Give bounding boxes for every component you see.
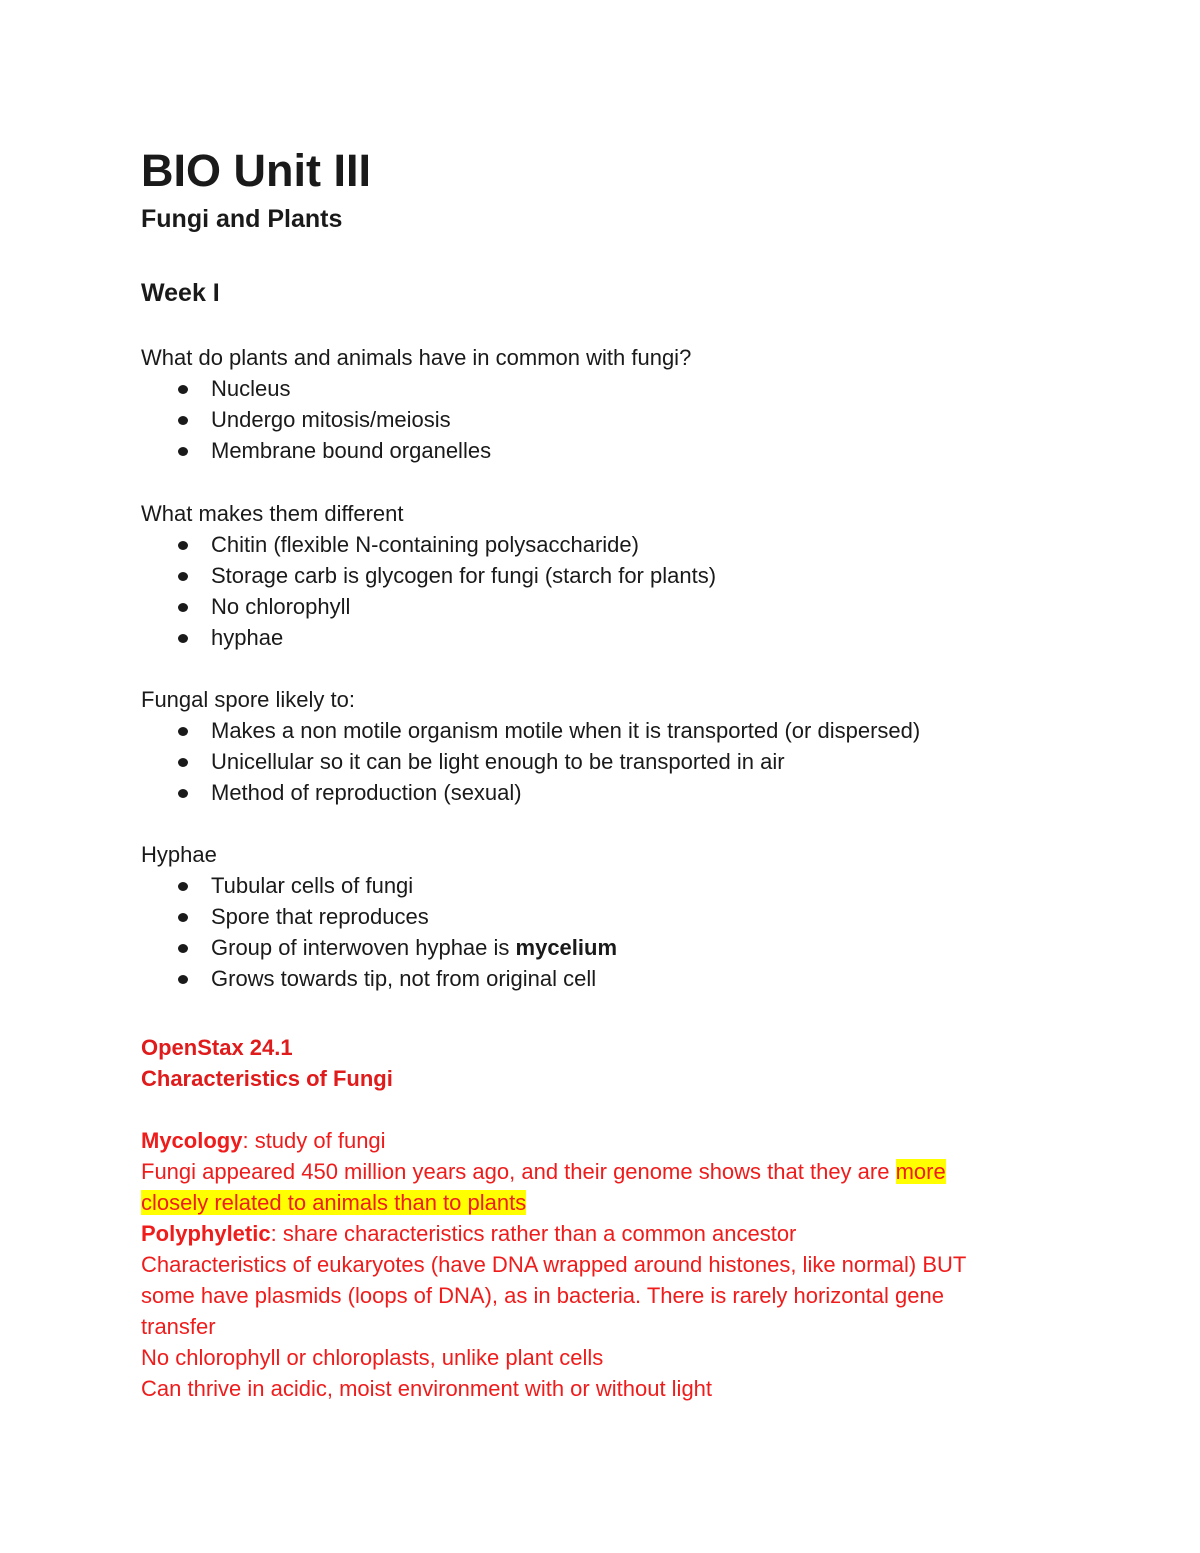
list-item-text: Method of reproduction (sexual)	[211, 780, 522, 805]
list-item-text: No chlorophyll	[211, 594, 351, 619]
list-item-text: Unicellular so it can be light enough to be transported in air	[211, 749, 785, 774]
fungi-age-text: Fungi appeared 450 million years ago, and their genome shows that they are	[141, 1159, 896, 1184]
bullet-icon	[178, 385, 188, 394]
bullet-icon	[178, 634, 188, 643]
highlighted-text: more	[895, 1159, 946, 1184]
list-item-text: Chitin (flexible N-containing polysaccharide)	[211, 532, 639, 557]
section-openstax	[141, 1032, 1041, 1404]
list-item-text: hyphae	[211, 625, 284, 650]
mycology-line	[141, 1125, 1041, 1156]
section-heading: Hyphae	[141, 842, 217, 867]
list-item-text: Membrane bound organelles	[211, 438, 492, 463]
openstax-ref: OpenStax 24.1	[141, 1035, 293, 1060]
list-item-text: Spore that reproduces	[211, 904, 429, 929]
mycology-definition: : study of fungi	[242, 1128, 386, 1153]
bullet-icon	[178, 975, 188, 984]
list-item	[141, 901, 1041, 932]
list-item	[141, 932, 1041, 963]
mycology-term: Mycology	[141, 1128, 243, 1153]
bullet-list	[141, 870, 1041, 994]
document-title: BIO Unit III	[141, 145, 371, 196]
list-item-text: Nucleus	[211, 376, 291, 401]
list-item	[141, 404, 1041, 435]
bullet-icon	[178, 603, 188, 612]
spacer	[141, 1094, 1041, 1125]
list-item	[141, 560, 1041, 591]
document-subtitle: Fungi and Plants	[141, 205, 343, 233]
bullet-icon	[178, 944, 188, 953]
bullet-icon	[178, 882, 188, 891]
bullet-icon	[178, 572, 188, 581]
bullet-icon	[178, 416, 188, 425]
list-item-text: Undergo mitosis/meiosis	[211, 407, 451, 432]
bullet-icon	[178, 913, 188, 922]
list-item-text: Group of interwoven hyphae is	[211, 935, 516, 960]
list-item-text: Storage carb is glycogen for fungi (starch for plants)	[211, 563, 717, 588]
chlorophyll-line: No chlorophyll or chloroplasts, unlike plant cells	[141, 1345, 604, 1370]
fungi-age-line	[141, 1156, 1041, 1187]
bullet-icon	[178, 727, 188, 736]
openstax-title: Characteristics of Fungi	[141, 1066, 393, 1091]
list-item-text: Makes a non motile organism motile when it is transported (or dispersed)	[211, 718, 921, 743]
eukaryote-line-1: Characteristics of eukaryotes (have DNA wrapped around histones, like normal) BUT	[141, 1252, 967, 1277]
section-differences	[141, 498, 1041, 653]
section-heading: What makes them different	[141, 501, 404, 526]
polyphyletic-line	[141, 1218, 1041, 1249]
bullet-list	[141, 529, 1041, 653]
environment-line: Can thrive in acidic, moist environment with or without light	[141, 1376, 713, 1401]
list-item	[141, 746, 1041, 777]
list-item	[141, 529, 1041, 560]
list-item	[141, 963, 1041, 994]
list-item	[141, 777, 1041, 808]
eukaryote-line-3: transfer	[141, 1314, 216, 1339]
bullet-icon	[178, 789, 188, 798]
highlighted-text: closely related to animals than to plants	[141, 1190, 527, 1215]
list-item	[141, 591, 1041, 622]
eukaryote-line-2: some have plasmids (loops of DNA), as in bacteria. There is rarely horizontal gene	[141, 1283, 944, 1308]
polyphyletic-term: Polyphyletic	[141, 1221, 271, 1246]
section-heading: What do plants and animals have in common with fungi?	[141, 345, 692, 370]
bullet-list	[141, 715, 1041, 808]
list-item-text: Grows towards tip, not from original cell	[211, 966, 597, 991]
mycelium-term: mycelium	[515, 935, 618, 960]
fungi-age-line-2	[141, 1187, 1041, 1218]
list-item	[141, 435, 1041, 466]
bullet-icon	[178, 447, 188, 456]
section-common-traits	[141, 342, 1041, 466]
bullet-icon	[178, 541, 188, 550]
section-fungal-spore	[141, 684, 1041, 808]
section-heading: Fungal spore likely to:	[141, 687, 355, 712]
list-item	[141, 373, 1041, 404]
list-item	[141, 622, 1041, 653]
bullet-list	[141, 373, 1041, 466]
bullet-icon	[178, 758, 188, 767]
polyphyletic-definition: : share characteristics rather than a common ancestor	[270, 1221, 797, 1246]
list-item	[141, 715, 1041, 746]
list-item	[141, 870, 1041, 901]
week-heading: Week I	[141, 279, 220, 307]
section-hyphae	[141, 839, 1041, 994]
list-item-text: Tubular cells of fungi	[211, 873, 414, 898]
